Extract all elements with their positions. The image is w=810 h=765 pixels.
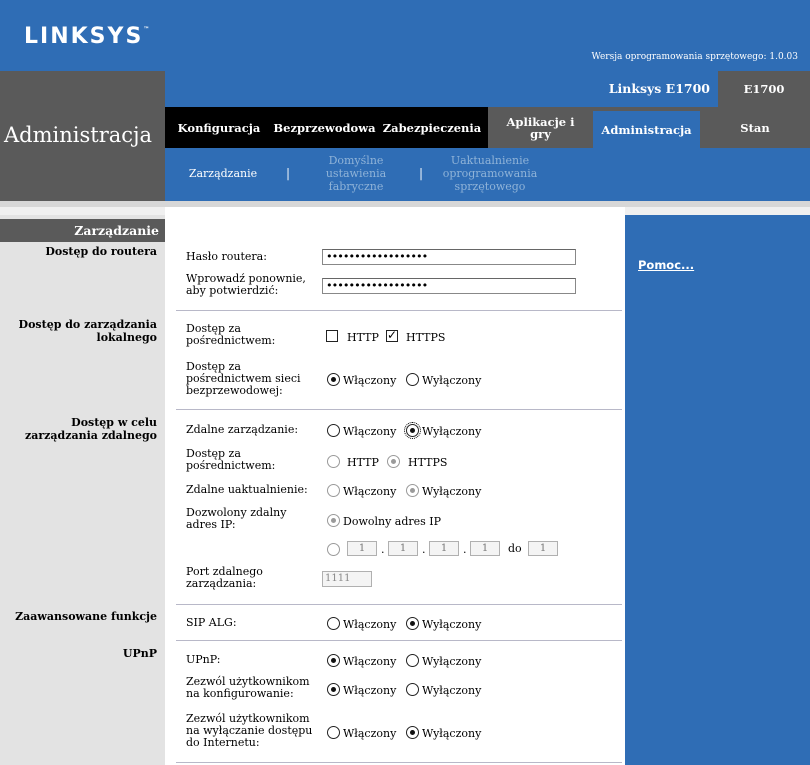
left-column: [0, 215, 165, 765]
subtab-separator: |: [286, 166, 291, 180]
confirm-password-label: Wprowadź ponownie, aby potwierdzić:: [186, 272, 306, 297]
allowed-ip-label: Dozwolony zdalny adres IP:: [186, 506, 287, 531]
label-advanced: Zaawansowane funkcje: [15, 610, 157, 623]
upnp-off-label: Wyłączony: [422, 655, 482, 668]
remote-upgrade-label: Zdalne uaktualnienie:: [186, 483, 308, 496]
upnp-on-label: Włączony: [343, 655, 397, 668]
http-checkbox-label: HTTP: [347, 331, 379, 344]
ip-range-radio[interactable]: [327, 543, 340, 556]
subtab-firmware-upgrade[interactable]: Uaktualnienie oprogramowania sprzętowego: [442, 154, 538, 193]
remote-https-radio[interactable]: [387, 455, 400, 468]
remote-http-label: HTTP: [347, 456, 379, 469]
tab-aplikacje-i-gry[interactable]: Aplikacje i gry: [488, 107, 593, 148]
label-remote-mgmt: Dostęp w celu zarządzania zdalnego: [24, 416, 157, 442]
router-password-input[interactable]: ••••••••••••••••••: [322, 249, 576, 265]
sip-alg-off-label: Wyłączony: [422, 618, 482, 631]
main-tabs: [165, 107, 810, 148]
tab-administracja[interactable]: Administracja: [593, 107, 700, 148]
model-short: E1700: [718, 71, 810, 107]
remote-port-input[interactable]: 1111: [322, 571, 372, 587]
allow-disable-label: Zezwól użytkownikom na wyłączanie dostępu do Internetu:: [186, 712, 313, 749]
remote-upgrade-off-radio[interactable]: [406, 484, 419, 497]
divider: [176, 310, 622, 311]
ip-dot: .: [422, 543, 426, 556]
page-title: Administracja: [4, 123, 153, 147]
ip-octet-4[interactable]: 1: [470, 541, 500, 556]
upnp-label: UPnP:: [186, 653, 221, 666]
wireless-access-on-label: Włączony: [343, 374, 397, 387]
help-link[interactable]: Pomoc...: [638, 258, 695, 272]
remote-port-label: Port zdalnego zarządzania:: [186, 565, 263, 590]
label-local-mgmt: Dostęp do zarządzania lokalnego: [18, 318, 157, 344]
local-access-label: Dostęp za pośrednictwem:: [186, 322, 276, 347]
wireless-access-on-radio[interactable]: [327, 373, 340, 386]
help-column: [625, 215, 810, 765]
allow-disable-off-label: Wyłączony: [422, 727, 482, 740]
divider: [176, 640, 622, 641]
subtab-zarzadzanie[interactable]: Zarządzanie: [188, 167, 258, 180]
allow-config-off-label: Wyłączony: [422, 684, 482, 697]
label-upnp: UPnP: [122, 647, 157, 660]
linksys-logo: LINKSYS™: [24, 24, 150, 49]
tab-konfiguracja[interactable]: Konfiguracja: [177, 120, 261, 135]
remote-upgrade-on-label: Włączony: [343, 485, 397, 498]
divider: [176, 762, 622, 763]
allow-config-on-radio[interactable]: [327, 683, 340, 696]
tab-bezprzewodowa[interactable]: Bezprzewodowa: [273, 120, 376, 135]
upnp-on-radio[interactable]: [327, 654, 340, 667]
remote-mgmt-off-radio[interactable]: [406, 424, 419, 437]
sip-alg-on-radio[interactable]: [327, 617, 340, 630]
allow-config-label: Zezwól użytkownikom na konfigurowanie:: [186, 675, 310, 700]
http-checkbox[interactable]: [326, 330, 338, 342]
allow-disable-on-label: Włączony: [343, 727, 397, 740]
ip-dot: .: [463, 543, 467, 556]
remote-http-radio[interactable]: [327, 455, 340, 468]
allow-config-off-radio[interactable]: [406, 683, 419, 696]
upnp-off-radio[interactable]: [406, 654, 419, 667]
ip-octet-1[interactable]: 1: [347, 541, 377, 556]
https-checkbox[interactable]: [386, 330, 398, 342]
any-ip-radio[interactable]: [327, 514, 340, 527]
remote-upgrade-on-radio[interactable]: [327, 484, 340, 497]
tab-zabezpieczenia[interactable]: Zabezpieczenia: [382, 120, 482, 135]
https-checkbox-label: HTTPS: [406, 331, 446, 344]
remote-mgmt-label: Zdalne zarządzanie:: [186, 423, 299, 436]
divider: [176, 604, 622, 605]
sub-tabs: [165, 148, 810, 201]
tab-stan[interactable]: Stan: [700, 107, 810, 148]
remote-access-label: Dostęp za pośrednictwem:: [186, 447, 276, 472]
divider: [176, 409, 622, 410]
allow-config-on-label: Włączony: [343, 684, 397, 697]
ip-octet-3[interactable]: 1: [429, 541, 459, 556]
router-password-label: Hasło routera:: [186, 250, 267, 263]
confirm-password-input[interactable]: ••••••••••••••••••: [322, 278, 576, 294]
remote-mgmt-on-radio[interactable]: [327, 424, 340, 437]
allow-disable-on-radio[interactable]: [327, 726, 340, 739]
subtab-factory-defaults[interactable]: Domyślne ustawienia fabryczne: [325, 154, 387, 193]
firmware-version: Wersja oprogramowania sprzętowego: 1.0.03: [591, 52, 798, 62]
sip-alg-label: SIP ALG:: [186, 616, 237, 629]
any-ip-label: Dowolny adres IP: [343, 515, 442, 528]
ip-to-label: do: [508, 542, 522, 555]
section-header: Zarządzanie: [0, 219, 165, 242]
remote-mgmt-on-label: Włączony: [343, 425, 397, 438]
ip-to-input[interactable]: 1: [528, 541, 558, 556]
wireless-access-label: Dostęp za pośrednictwem sieci bezprzewodowej:: [186, 360, 301, 397]
remote-upgrade-off-label: Wyłączony: [422, 485, 482, 498]
remote-mgmt-off-label: Wyłączony: [422, 425, 482, 438]
model-name: Linksys E1700: [608, 81, 710, 96]
sip-alg-off-radio[interactable]: [406, 617, 419, 630]
sip-alg-on-label: Włączony: [343, 618, 397, 631]
remote-https-label: HTTPS: [408, 456, 448, 469]
label-router-access: Dostęp do routera: [45, 245, 157, 258]
wireless-access-off-radio[interactable]: [406, 373, 419, 386]
model-bar: [165, 71, 718, 107]
ip-dot: .: [381, 543, 385, 556]
subtab-separator: |: [419, 166, 424, 180]
ip-octet-2[interactable]: 1: [388, 541, 418, 556]
wireless-access-off-label: Wyłączony: [422, 374, 482, 387]
allow-disable-off-radio[interactable]: [406, 726, 419, 739]
